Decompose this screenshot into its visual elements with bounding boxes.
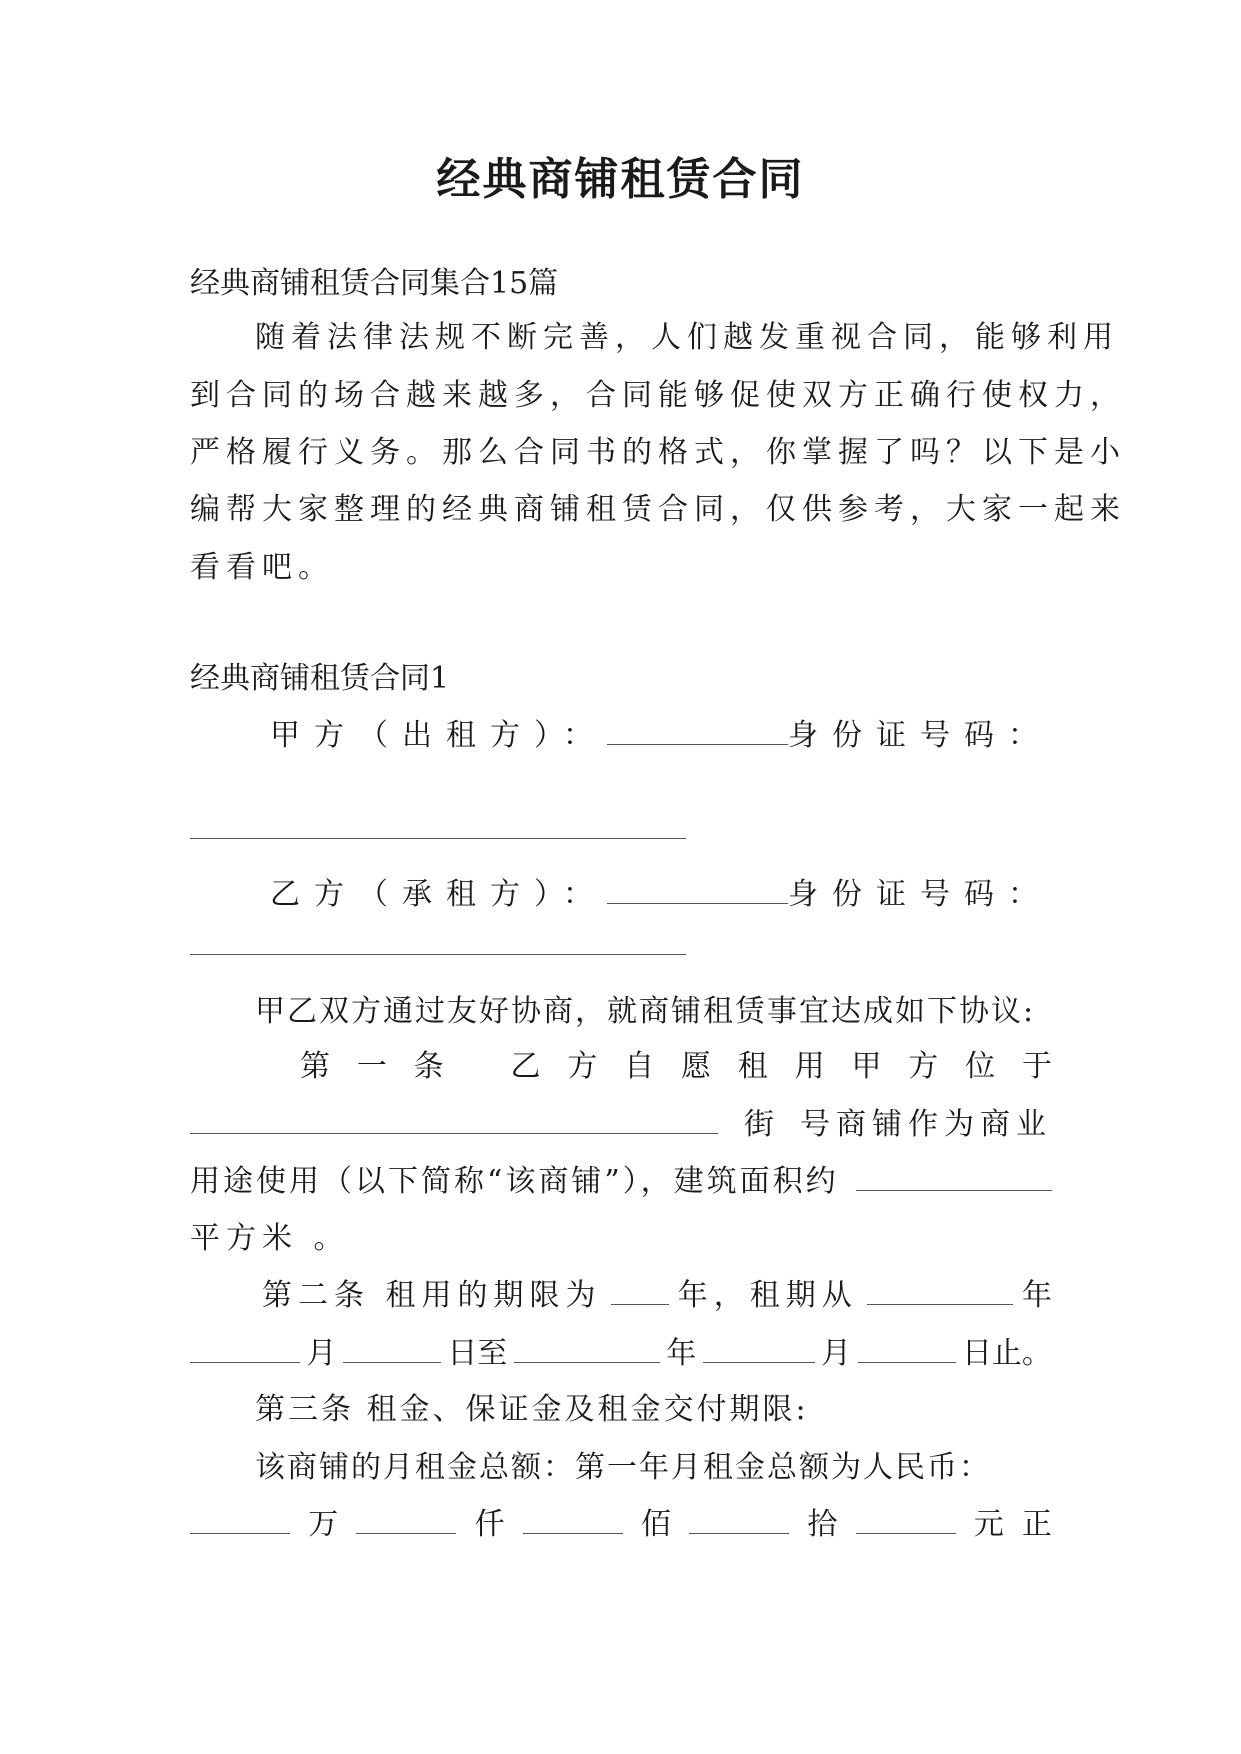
document-title: 经典商铺租赁合同	[436, 154, 805, 205]
area-blank	[856, 1162, 1052, 1191]
day-end-label: 日止。	[961, 1336, 1052, 1371]
article1-word: 方	[908, 1049, 939, 1084]
article1-line-2	[190, 1103, 1052, 1147]
article2-term-label: 第二条 租用的期限为	[262, 1278, 602, 1313]
article1-word: 租	[737, 1049, 768, 1084]
start-year-blank	[867, 1276, 1013, 1305]
article1-word: 第	[300, 1049, 330, 1084]
year-label: 年	[666, 1336, 697, 1371]
rent-amount-row	[190, 1503, 1052, 1547]
intro-line-5: 看看吧。	[190, 550, 334, 585]
rent-shi-blank	[689, 1505, 789, 1534]
term-years-blank	[611, 1276, 669, 1305]
party-b-id-label: 身份证号码：	[788, 877, 1052, 912]
intro-line-1: 随着法律法规不断完善，人们越发重视合同，能够利用	[255, 320, 1119, 355]
rent-unit: 万	[308, 1507, 339, 1542]
article2-line-2	[190, 1332, 1052, 1376]
party-b-name-blank	[607, 875, 788, 904]
article2-from-label: 年，租期从	[677, 1278, 858, 1313]
month-label: 月	[821, 1336, 852, 1371]
collection-heading: 经典商铺租赁合同集合15篇	[190, 266, 559, 301]
start-day-blank	[343, 1334, 441, 1363]
rent-yuan-blank	[856, 1505, 956, 1534]
rent-unit: 正	[1021, 1507, 1052, 1542]
article1-word: 乙	[510, 1049, 541, 1084]
rent-bai-blank	[523, 1505, 623, 1534]
start-month-blank	[190, 1334, 300, 1363]
party-b-label: 乙方（承租方）：	[270, 877, 607, 912]
article1-word: 方	[567, 1049, 598, 1084]
end-month-blank	[703, 1334, 815, 1363]
agreement-line: 甲乙双方通过友好协商，就商铺租赁事宜达成如下协议:	[255, 994, 1036, 1029]
intro-line-2: 到合同的场合越来越多，合同能够促使双方正确行使权力，	[190, 378, 1126, 413]
article1-word: 一	[356, 1049, 387, 1084]
article3-heading: 第三条 租金、保证金及租金交付期限:	[255, 1392, 809, 1427]
intro-line-3: 严格履行义务。那么合同书的格式，你掌握了吗？以下是小	[190, 435, 1126, 470]
end-year-blank	[514, 1334, 660, 1363]
article1-word: 愿	[680, 1049, 711, 1084]
usage-text: 用途使用（以下简称“该商铺”），建筑面积约	[190, 1164, 839, 1199]
party-a-id-row	[190, 808, 1052, 852]
contract1-heading: 经典商铺租赁合同1	[190, 661, 450, 696]
intro-line-4: 编帮大家整理的经典商铺租赁合同，仅供参考，大家一起来	[190, 492, 1126, 527]
rent-unit: 元	[973, 1507, 1004, 1542]
day-to-label: 日至	[447, 1336, 508, 1371]
article1-line-3	[190, 1160, 1052, 1204]
rent-unit: 拾	[807, 1507, 838, 1542]
rent-wan-blank	[190, 1505, 290, 1534]
party-a-id-blank	[190, 810, 686, 839]
article1-word: 条	[413, 1049, 444, 1084]
rent-total-line: 该商铺的月租金总额：第一年月租金总额为人民币：	[255, 1450, 991, 1485]
party-b-id-blank	[190, 926, 686, 955]
month-label: 月	[306, 1336, 337, 1371]
article1-line-4: 平方米 。	[190, 1221, 350, 1256]
year-label: 年	[1021, 1278, 1052, 1313]
article1-word: 自	[624, 1049, 655, 1084]
rent-qian-blank	[356, 1505, 456, 1534]
article1-word: 用	[794, 1049, 825, 1084]
end-day-blank	[858, 1334, 956, 1363]
party-a-row	[270, 714, 1052, 758]
article1-word: 甲	[851, 1049, 882, 1084]
shop-address-blank	[190, 1105, 718, 1134]
party-a-id-label: 身份证号码：	[788, 718, 1052, 753]
shop-number-text: 号商铺作为商业	[800, 1107, 1052, 1142]
party-a-name-blank	[607, 716, 788, 745]
article1-word: 位	[965, 1049, 996, 1084]
article1-line-1	[300, 1045, 1052, 1089]
street-label: 街	[744, 1107, 774, 1142]
rent-unit: 仟	[474, 1507, 505, 1542]
party-b-row	[270, 873, 1052, 917]
party-b-id-row	[190, 924, 1052, 968]
party-a-label: 甲方（出租方）：	[270, 718, 607, 753]
article2-line-1	[262, 1274, 1052, 1318]
rent-unit: 佰	[640, 1507, 671, 1542]
article1-word: 于	[1021, 1049, 1052, 1084]
